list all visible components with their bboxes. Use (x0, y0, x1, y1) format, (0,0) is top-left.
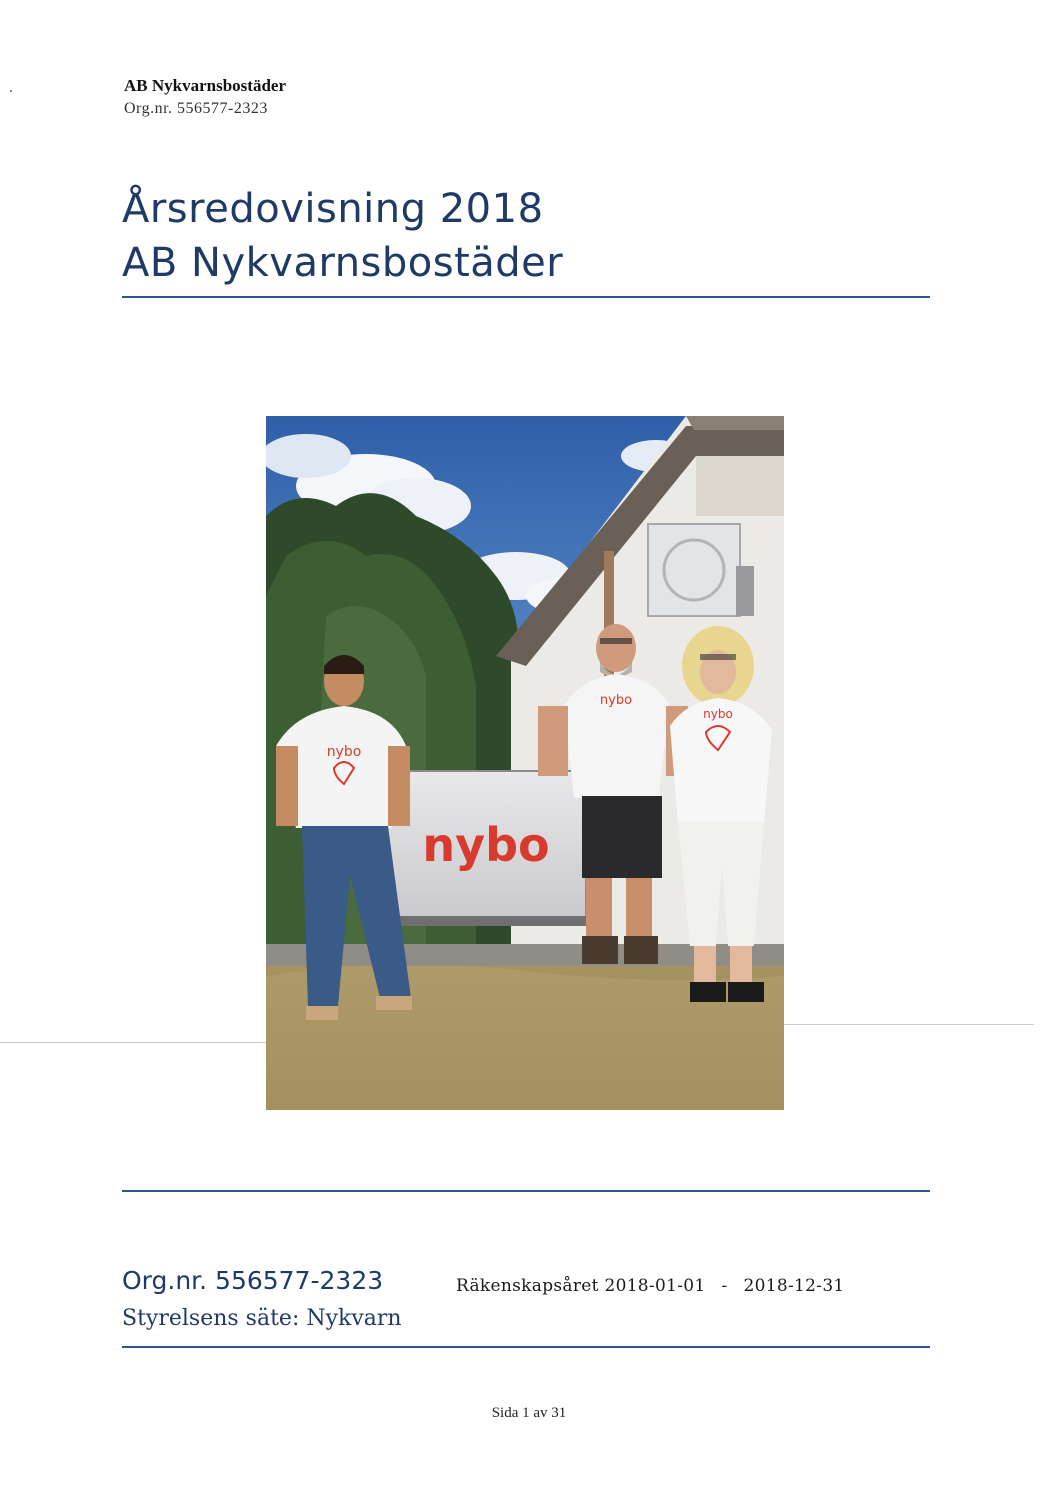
fiscal-year-separator: - (721, 1276, 728, 1296)
footer-org-number: Org.nr. 556577-2323 (122, 1266, 384, 1295)
fiscal-year (456, 1276, 845, 1296)
fiscal-year-start: Räkenskapsåret 2018-01-01 (456, 1276, 706, 1296)
header-org-number: Org.nr. 556577-2323 (124, 100, 268, 117)
shirt-logo-text: nybo (326, 744, 362, 760)
sign-logo-text: nybo (422, 818, 550, 872)
document-title-line-2: AB Nykvarnsbostäder (122, 240, 564, 286)
title-divider (122, 296, 930, 298)
footer-top-divider (122, 1190, 930, 1192)
board-seat: Styrelsens säte: Nykvarn (122, 1306, 402, 1331)
shirt-logo-text: nybo (599, 693, 633, 708)
scan-artifact-line-left (0, 1042, 266, 1043)
scan-artifact (10, 90, 12, 92)
scan-artifact-line-right (784, 1024, 1034, 1025)
document-title-line-1: Årsredovisning 2018 (122, 186, 544, 232)
cover-photo (266, 416, 784, 1110)
page-number: Sida 1 av 31 (491, 1405, 567, 1421)
header-company-name: AB Nykvarnsbostäder (124, 76, 286, 95)
shirt-logo-text: nybo (703, 707, 733, 721)
footer-bottom-divider (122, 1346, 930, 1348)
fiscal-year-end: 2018-12-31 (743, 1276, 845, 1296)
